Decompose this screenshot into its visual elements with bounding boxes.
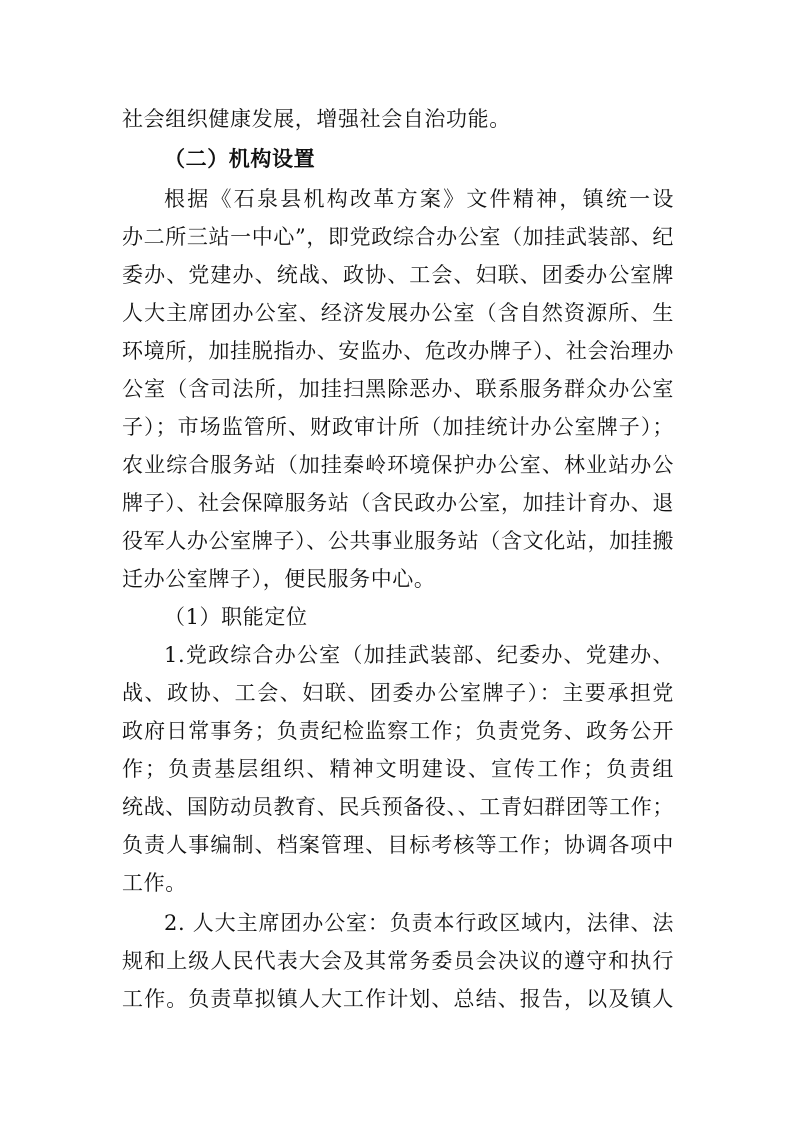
text-line-9: 子）；市场监管所、财政审计所（加挂统计办公室牌子）； — [122, 415, 674, 439]
text-line-15: 1.党政综合办公室（加挂武装部、纪委办、党建办、 — [164, 643, 674, 667]
text-line-3: 根据《石泉县机构改革方案》文件精神，镇统一设 — [164, 187, 674, 211]
text-line-1: 社会组织健康发展，增强社会自治功能。 — [122, 107, 511, 131]
subheading-function-positioning: （1）职能定位 — [164, 605, 308, 629]
text-line-13: 迁办公室牌子），便民服务中心。 — [122, 567, 436, 591]
text-line-8: 公室（含司法所，加挂扫黑除恶办、联系服务群众办公室 — [122, 377, 674, 401]
text-line-6: 人大主席团办公室、经济发展办公室（含自然资源所、生 — [122, 301, 674, 325]
text-line-24: 工作。负责草拟镇人大工作计划、总结、报告，以及镇人 — [122, 987, 674, 1011]
text-line-5: 委办、党建办、统战、政协、工会、妇联、团委办公室牌 — [122, 263, 674, 287]
text-line-17: 政府日常事务；负责纪检监察工作；负责党务、政务公开 — [122, 719, 674, 743]
text-line-4: 办二所三站一中心”，即党政综合办公室（加挂武装部、纪 — [122, 225, 674, 249]
section-heading-institution-setup: （二）机构设置 — [164, 146, 316, 171]
text-line-16: 战、政协、工会、妇联、团委办公室牌子）：主要承担党 — [122, 681, 674, 705]
text-line-11: 牌子）、社会保障服务站（含民政办公室，加挂计育办、退 — [122, 491, 674, 515]
text-line-7: 环境所，加挂脱指办、安监办、危改办牌子）、社会治理办 — [122, 339, 674, 363]
text-line-10: 农业综合服务站（加挂秦岭环境保护办公室、林业站办公 — [122, 453, 674, 477]
text-line-21: 工作。 — [122, 871, 187, 895]
text-line-22: 2. 人大主席团办公室：负责本行政区域内，法律、法 — [164, 911, 674, 935]
text-line-19: 统战、国防动员教育、民兵预备役、、工青妇群团等工作； — [122, 795, 674, 819]
text-line-18: 作；负责基层组织、精神文明建设、宣传工作；负责组 — [122, 757, 674, 781]
text-line-23: 规和上级人民代表大会及其常务委员会决议的遵守和执行 — [122, 949, 674, 973]
text-line-20: 负责人事编制、档案管理、目标考核等工作；协调各项中 — [122, 833, 674, 857]
text-line-12: 役军人办公室牌子）、公共事业服务站（含文化站，加挂搬 — [122, 529, 674, 553]
